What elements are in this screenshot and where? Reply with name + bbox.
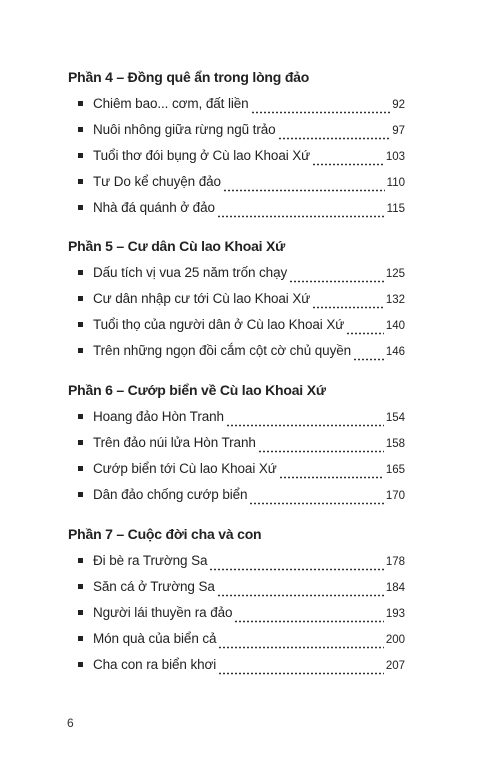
dot-leader <box>289 269 384 283</box>
entry-title: Săn cá ở Trường Sa <box>93 579 215 594</box>
bullet-icon <box>78 584 83 589</box>
dot-leader <box>312 152 384 166</box>
toc-entry <box>68 260 405 286</box>
entry-title: Nhà đá quánh ở đảo <box>93 200 215 215</box>
bullet-icon <box>78 153 83 158</box>
entry-page: 178 <box>385 556 405 568</box>
entry-title: Người lái thuyền ra đảo <box>93 605 233 620</box>
bullet-icon <box>78 322 83 327</box>
dot-leader <box>279 465 384 479</box>
entry-page: 115 <box>386 203 405 215</box>
bullet-icon <box>78 466 83 471</box>
entry-title: Trên đảo núi lửa Hòn Tranh <box>93 435 256 450</box>
entry-title: Tư Do kể chuyện đảo <box>93 174 221 189</box>
entry-title: Cướp biển tới Cù lao Khoai Xứ <box>93 461 277 476</box>
dot-leader <box>249 491 383 505</box>
entry-page: 207 <box>385 660 405 672</box>
entry-title: Món quà của biển cả <box>93 631 217 646</box>
section-heading: Phần 6 – Cướp biển về Cù lao Khoai Xứ <box>68 382 326 398</box>
entry-page: 158 <box>385 438 405 450</box>
toc-section-4 <box>68 67 405 221</box>
toc-entry <box>68 430 405 456</box>
entry-title: Tuổi thơ đói bụng ở Cù lao Khoai Xứ <box>93 148 311 163</box>
bullet-icon <box>78 610 83 615</box>
entry-page: 146 <box>385 346 405 358</box>
entry-page: 92 <box>392 99 405 111</box>
entry-page: 165 <box>385 464 405 476</box>
bullet-icon <box>78 127 83 132</box>
entry-title: Tuổi thọ của người dân ở Cù lao Khoai Xứ <box>93 317 345 332</box>
entry-title: Hoang đảo Hòn Tranh <box>93 409 224 424</box>
toc-entry <box>68 652 405 678</box>
section-heading: Phần 5 – Cư dân Cù lao Khoai Xứ <box>68 238 286 254</box>
entry-page: 103 <box>385 151 405 163</box>
dot-leader <box>278 126 391 140</box>
entry-title: Cư dân nhập cư tới Cù lao Khoai Xứ <box>93 291 311 306</box>
toc-entry <box>68 338 405 364</box>
dot-leader <box>226 413 384 427</box>
entry-page: 193 <box>385 608 405 620</box>
dot-leader <box>346 321 384 335</box>
entry-page: 200 <box>385 634 405 646</box>
bullet-icon <box>78 205 83 210</box>
entry-title: Dân đảo chống cướp biển <box>93 487 248 502</box>
toc-entry <box>68 574 405 600</box>
bullet-icon <box>78 101 83 106</box>
entry-title: Dấu tích vị vua 25 năm trốn chạy <box>93 265 288 280</box>
dot-leader <box>218 635 383 649</box>
toc-entry <box>68 404 405 430</box>
bullet-icon <box>78 270 83 275</box>
toc-entry <box>68 312 405 338</box>
bullet-icon <box>78 662 83 667</box>
bullet-icon <box>78 492 83 497</box>
entry-page: 125 <box>385 268 405 280</box>
bullet-icon <box>78 636 83 641</box>
toc-entry <box>68 117 405 143</box>
dot-leader <box>258 439 384 453</box>
entry-title: Cha con ra biển khơi <box>93 657 217 672</box>
entry-title: Chiêm bao... cơm, đất liền <box>93 96 249 111</box>
entry-title: Trên những ngọn đồi cắm cột cờ chủ quyền <box>93 343 352 358</box>
bullet-icon <box>78 179 83 184</box>
bullet-icon <box>78 296 83 301</box>
entry-page: 110 <box>386 177 405 189</box>
dot-leader <box>217 583 384 597</box>
dot-leader <box>312 295 384 309</box>
entry-title: Đi bè ra Trường Sa <box>93 553 208 568</box>
toc-entry <box>68 548 405 574</box>
toc-entry <box>68 286 405 312</box>
entry-page: 184 <box>385 582 405 594</box>
bullet-icon <box>78 414 83 419</box>
toc-section-6 <box>68 380 405 508</box>
page-number: 6 <box>67 716 74 730</box>
toc-section-5 <box>68 236 405 364</box>
toc-entry <box>68 143 405 169</box>
entry-page: 97 <box>392 125 405 137</box>
dot-leader <box>251 100 391 114</box>
dot-leader <box>209 557 383 571</box>
entry-page: 170 <box>385 490 405 502</box>
bullet-icon <box>78 348 83 353</box>
entry-page: 154 <box>385 412 405 424</box>
toc-entry <box>68 600 405 626</box>
dot-leader <box>353 347 384 361</box>
dot-leader <box>217 204 385 218</box>
dot-leader <box>234 609 383 623</box>
toc-entry <box>68 626 405 652</box>
toc-entry <box>68 456 405 482</box>
dot-leader <box>223 178 385 192</box>
toc-section-7 <box>68 524 405 678</box>
toc-entry <box>68 482 405 508</box>
section-heading: Phần 4 – Đồng quê ẩn trong lòng đảo <box>68 69 310 85</box>
toc-entry <box>68 91 405 117</box>
entry-page: 132 <box>385 294 405 306</box>
toc-entry <box>68 169 405 195</box>
section-heading: Phần 7 – Cuộc đời cha và con <box>68 526 262 542</box>
entry-title: Nuôi nhông giữa rừng ngũ trảo <box>93 122 276 137</box>
toc-entry <box>68 195 405 221</box>
bullet-icon <box>78 440 83 445</box>
bullet-icon <box>78 558 83 563</box>
dot-leader <box>218 661 384 675</box>
entry-page: 140 <box>385 320 405 332</box>
